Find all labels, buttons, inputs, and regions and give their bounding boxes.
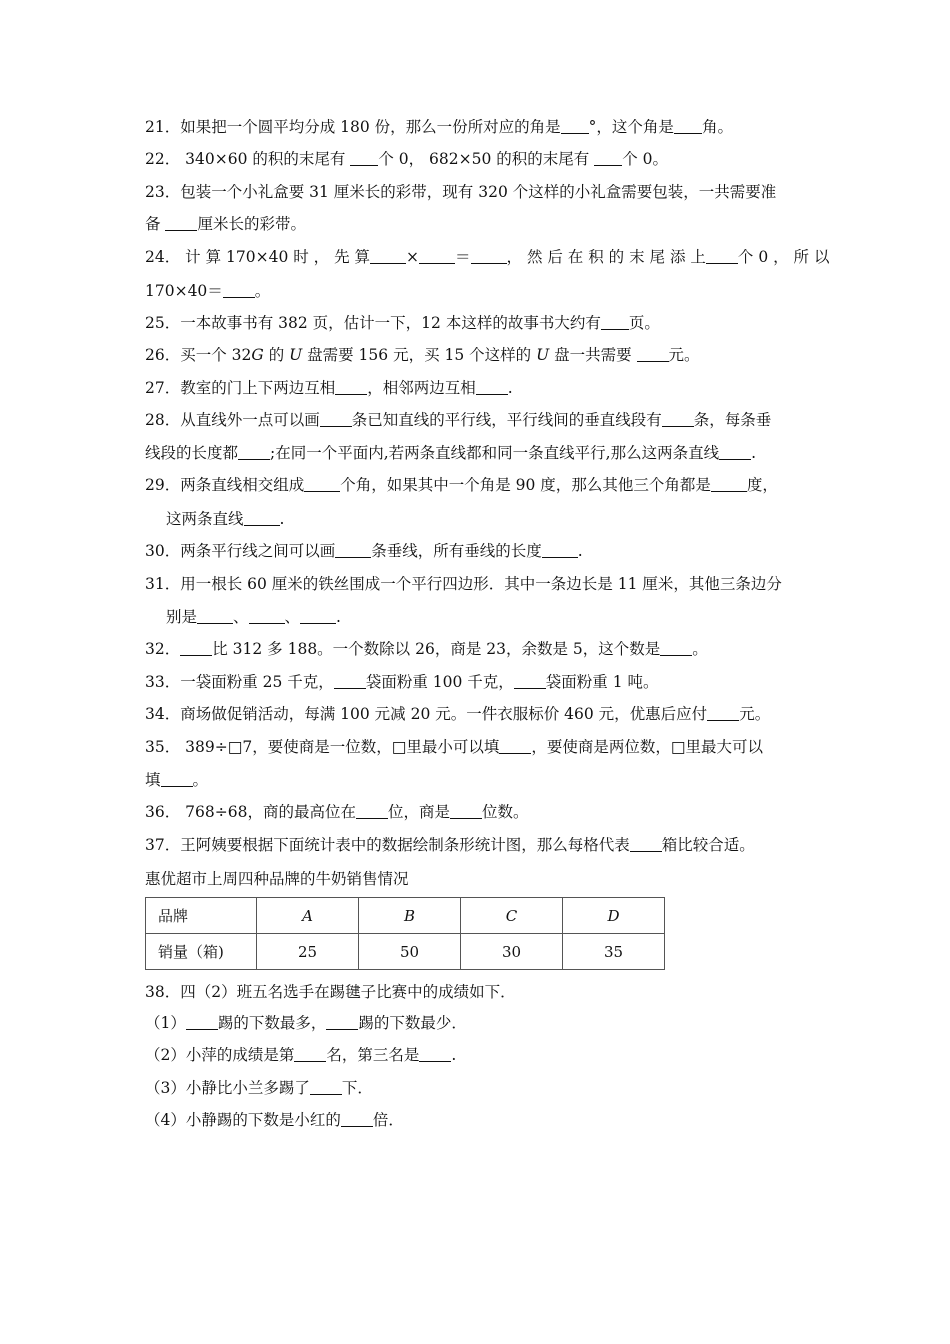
answer-blank[interactable] [662,410,694,427]
answer-blank[interactable] [320,410,352,427]
answer-blank[interactable] [304,475,340,492]
question-35-cont: 填 。 [145,771,209,789]
question-34: 34．商场做促销活动，每满 100 元减 20 元。一件衣服标价 460 元，优惠后应付 元。 [145,705,771,723]
header-label: 品牌 [146,898,257,934]
answer-blank[interactable] [601,313,629,330]
answer-blank[interactable] [244,509,280,526]
question-36: 36． 768÷68，商的最高位在 位，商是 位数。 [145,803,529,821]
question-29-cont: 这两条直线 . [166,510,285,528]
question-38: 38．四（2）班五名选手在踢毽子比赛中的成绩如下． [145,983,516,1001]
answer-blank[interactable] [161,770,193,787]
question-22: 22． 340×60 的积的末尾有 个 0， 682×50 的积的末尾有 个 0。 [145,150,668,168]
question-26: 26．买一个 32G 的 U 盘需要 156 元，买 15 个这样的 U 盘一共需要 元。 [145,346,700,364]
brand-cell: D [563,898,665,934]
answer-blank[interactable] [165,214,197,231]
answer-blank[interactable] [180,639,212,656]
answer-blank[interactable] [476,378,508,395]
answer-blank[interactable] [542,541,578,558]
sales-table [145,897,665,970]
sales-cell: 50 [359,934,461,970]
answer-blank[interactable] [450,802,482,819]
question-38-part-1: （1） 踢的下数最多， 踢的下数最少． [145,1014,467,1032]
question-31-cont: 别是 、 、 . [166,608,341,626]
brand-cell: C [461,898,563,934]
answer-blank[interactable] [674,117,702,134]
question-38-part-3: （3）小静比小兰多踢了 下． [145,1079,373,1097]
row-label: 销量（箱) [146,934,257,970]
answer-blank[interactable] [350,149,378,166]
question-30: 30．两条平行线之间可以画 条垂线，所有垂线的长度 . [145,542,583,560]
answer-blank[interactable] [341,1110,373,1127]
answer-blank[interactable] [561,117,589,134]
question-24: 24． 计 算 170×40 时 ， 先 算 × ＝ ， 然 后 在 积 的 末 尾 添 上 个 0 ， 所 以 [145,248,830,266]
question-31: 31．用一根长 60 厘米的铁丝围成一个平行四边形．其中一条边长是 11 厘米，其他三条边分 [145,575,782,593]
question-37: 37．王阿姨要根据下面统计表中的数据绘制条形统计图，那么每格代表 箱比较合适。 [145,836,755,854]
answer-blank[interactable] [310,1078,342,1095]
question-27: 27．教室的门上下两边互相 ，相邻两边互相 . [145,379,513,397]
answer-blank[interactable] [335,378,367,395]
answer-blank[interactable] [334,672,366,689]
answer-blank[interactable] [594,149,622,166]
table-caption: 惠优超市上周四种品牌的牛奶销售情况 [145,870,409,888]
answer-blank[interactable] [711,475,747,492]
answer-blank[interactable] [706,247,738,264]
question-28: 28．从直线外一点可以画 条已知直线的平行线，平行线间的垂直线段有 条，每条垂 [145,411,772,429]
answer-blank[interactable] [223,281,255,298]
answer-blank[interactable] [294,1045,326,1062]
question-29: 29．两条直线相交组成 个角，如果其中一个角是 90 度，那么其他三个角都是 度， [145,476,778,494]
question-32: 32． 比 312 多 188。一个数除以 26，商是 23，余数是 5，这个数是 。 [145,640,708,658]
sales-cell: 25 [257,934,359,970]
sales-cell: 30 [461,934,563,970]
answer-blank[interactable] [499,737,531,754]
table-row [146,898,665,934]
answer-blank[interactable] [719,443,751,460]
answer-blank[interactable] [419,247,455,264]
answer-blank[interactable] [707,704,739,721]
brand-cell: A [257,898,359,934]
question-21: 21．如果把一个圆平均分成 180 份，那么一份所对应的角是 °，这个角是 角。 [145,118,733,136]
question-25: 25．一本故事书有 382 页，估计一下，12 本这样的故事书大约有 页。 [145,314,660,332]
table-row [146,934,665,970]
answer-blank[interactable] [370,247,406,264]
answer-blank[interactable] [335,541,371,558]
answer-blank[interactable] [637,345,669,362]
answer-blank[interactable] [249,607,285,624]
answer-blank[interactable] [197,607,233,624]
sales-cell: 35 [563,934,665,970]
answer-blank[interactable] [326,1013,358,1030]
answer-blank[interactable] [300,607,336,624]
answer-blank[interactable] [186,1013,218,1030]
question-28-cont: 线段的长度都 ;在同一个平面内,若两条直线都和同一条直线平行,那么这两条直线 . [145,444,757,462]
answer-blank[interactable] [630,835,662,852]
question-23-cont: 备 厘米长的彩带。 [145,215,306,233]
question-33: 33．一袋面粉重 25 千克， 袋面粉重 100 千克， 袋面粉重 1 吨。 [145,673,659,691]
answer-blank[interactable] [471,247,507,264]
question-38-part-2: （2）小萍的成绩是第 名，第三名是 . [145,1046,457,1064]
answer-blank[interactable] [419,1045,451,1062]
answer-blank[interactable] [356,802,388,819]
question-24-cont: 170×40＝ 。 [145,282,271,300]
question-38-part-4: （4）小静踢的下数是小红的 倍． [145,1111,404,1129]
answer-blank[interactable] [660,639,692,656]
brand-cell: B [359,898,461,934]
question-23: 23．包装一个小礼盒要 31 厘米长的彩带，现有 320 个这样的小礼盒需要包装，一共需要准 [145,183,777,201]
answer-blank[interactable] [238,443,270,460]
question-35: 35． 389÷□7，要使商是一位数，□里最小可以填 ，要使商是两位数，□里最大可以 [145,738,764,756]
answer-blank[interactable] [514,672,546,689]
